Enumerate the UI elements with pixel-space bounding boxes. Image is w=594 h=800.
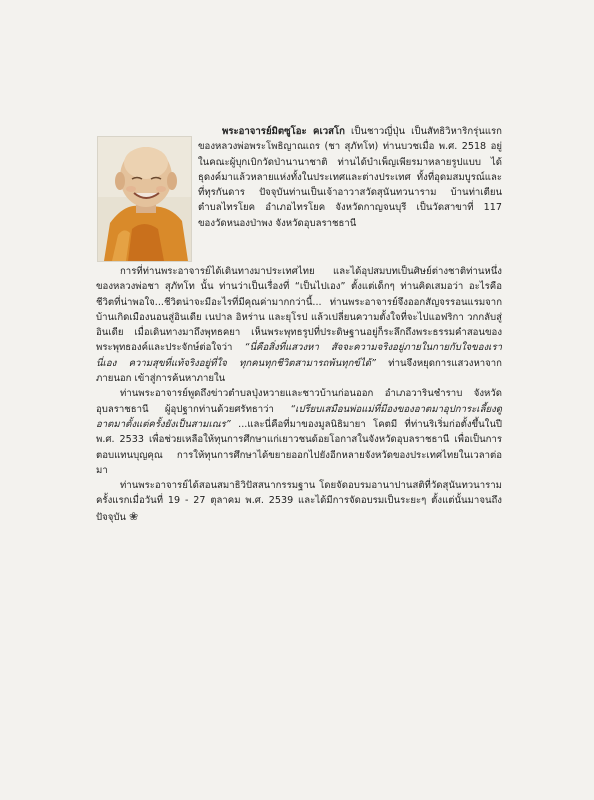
paragraph-3 (96, 386, 502, 478)
portrait-spacer (96, 124, 198, 264)
paragraph-4-text: ท่านพระอาจารย์ได้สอนสมาธิวิปัสสนากรรมฐาน โดยจัดอบรมอานาปานสติที่วัดสุนันทวนาราม ครั้งแรกเมื่อวันที่ 19 - 27 ตุลาคม พ.ศ. 2539 และได้มีการจัดอบรมเป็นระยะๆ ตั้งแต่นั้นมาจนถึงปัจจุบัน (96, 480, 502, 523)
paragraph-2-quote: “นี่คือสิ่งที่แสวงหา สัจจะความจริงอยู่ภายในกายกับใจของเรานี่เอง ความสุขที่แท้จริงอยู่ที่ใจ ทุกคนทุกชีวิตสามารถพ้นทุกข์ได้” (96, 342, 502, 369)
paragraph-2-text-b: ท่านจึงหยุดการแสวงหาจากภายนอก เข้าสู่การค้นหาภายใน (96, 357, 502, 385)
paragraph-2 (96, 264, 502, 386)
paragraph-4 (96, 478, 502, 525)
paragraph-3-text-a: ท่านพระอาจารย์พูดถึงข่าวตำบลปุ่งหวายและชาวบ้านก่อนออก อำเภอวารินชำราบ จังหวัดอุบลราชธานี ผู้อุปฐากท่านด้วยศรัทธาว่า (96, 388, 502, 415)
monk-name: พระอาจารย์มิตซูโอะ คเวสโก (222, 126, 345, 137)
paragraph-2-text-a: การที่ท่านพระอาจารย์ได้เดินทางมาประเทศไทย และได้อุปสมบทเป็นศิษย์ต่างชาติท่านหนึ่งของหลวงพ่อชา สุภัทโท นั้น ท่านว่าเป็นเรื่องที่ “เป็นไปเอง” ตั้งแต่เด็กๆ ท่านคิดเสมอว่า อะไรคือชีวิตที่น่าพอใจ...ชีวิตน่าจะมีอะไรที่มีคุณค่ามากกว่านี้... ท่านพระอาจารย์จึงออกสัญจรรอนแรมจากบ้านเกิดเมืองนอนสู่อินเดีย เนปาล อิหร่าน และยุโรป แล้วเปลี่ยนความตั้งใจที่จะไปแอฟริกา วกกลับสู่อินเดีย เมื่อเดินทางมาถึงพุทธคยา เห็นพระพุทธรูปที่ประดิษฐานอยู่ก็ระลึกถึงพระธรรมคำสอนของพระพุทธองค์และประจักษ์ต่อใจว่า (96, 266, 502, 354)
paragraph-3-text-b: ...และนี่คือที่มาของมูลนิธิมายา โคตมี ที่ท่านริเริ่มก่อตั้งขึ้นในปี พ.ศ. 2533 เพื่อช่วยเหลือให้ทุนการศึกษาแก่เยาวชนด้อยโอกาสในจังหวัดอุบลราชธานี เพื่อเป็นการตอบแทนบุญคุณ การให้ทุนการศึกษาได้ขยายออกไปยังอีกหลายจังหวัดของประเทศไทยในเวลาต่อมา (96, 418, 502, 476)
article-body (96, 124, 502, 525)
paragraph-3-quote: “เปรียบเสมือนพ่อแม่ที่มีองของอาตมาอุปการะเลี้ยงดูอาตมาตั้งแต่ครั้งยังเป็นสามเณร” (96, 403, 502, 430)
paragraph-1-text: เป็นชาวญี่ปุ่น เป็นสัทธิวิหาริกรุ่นแรกของหลวงพ่อพระโพธิญาณเถร (ชา สุภัทโท) ท่านบวชเมื่อ พ.ศ. 2518 อยู่ในคณะผู้บุกเบิกวัดป่านานาชาติ ท่านได้บำเพ็ญเพียรมาหลายรูปแบบ ได้ธุดงค์มาแล้วหลายแห่งทั้งในประเทศและต่างประเทศ ทั้งที่อุดมสมบูรณ์และที่ทุรกันดาร ปัจจุบันท่านเป็นเจ้าอาวาสวัดสุนันทวนาราม บ้านท่าเตียน ตำบลไทรโยค อำเภอไทรโยค จังหวัดกาญจนบุรี เป็นวัดสาขาที่ 117 ของวัดหนองป่าพง จังหวัดอุบลราชธานี (198, 126, 502, 229)
flower-ornament-icon: ❀ (129, 509, 139, 523)
